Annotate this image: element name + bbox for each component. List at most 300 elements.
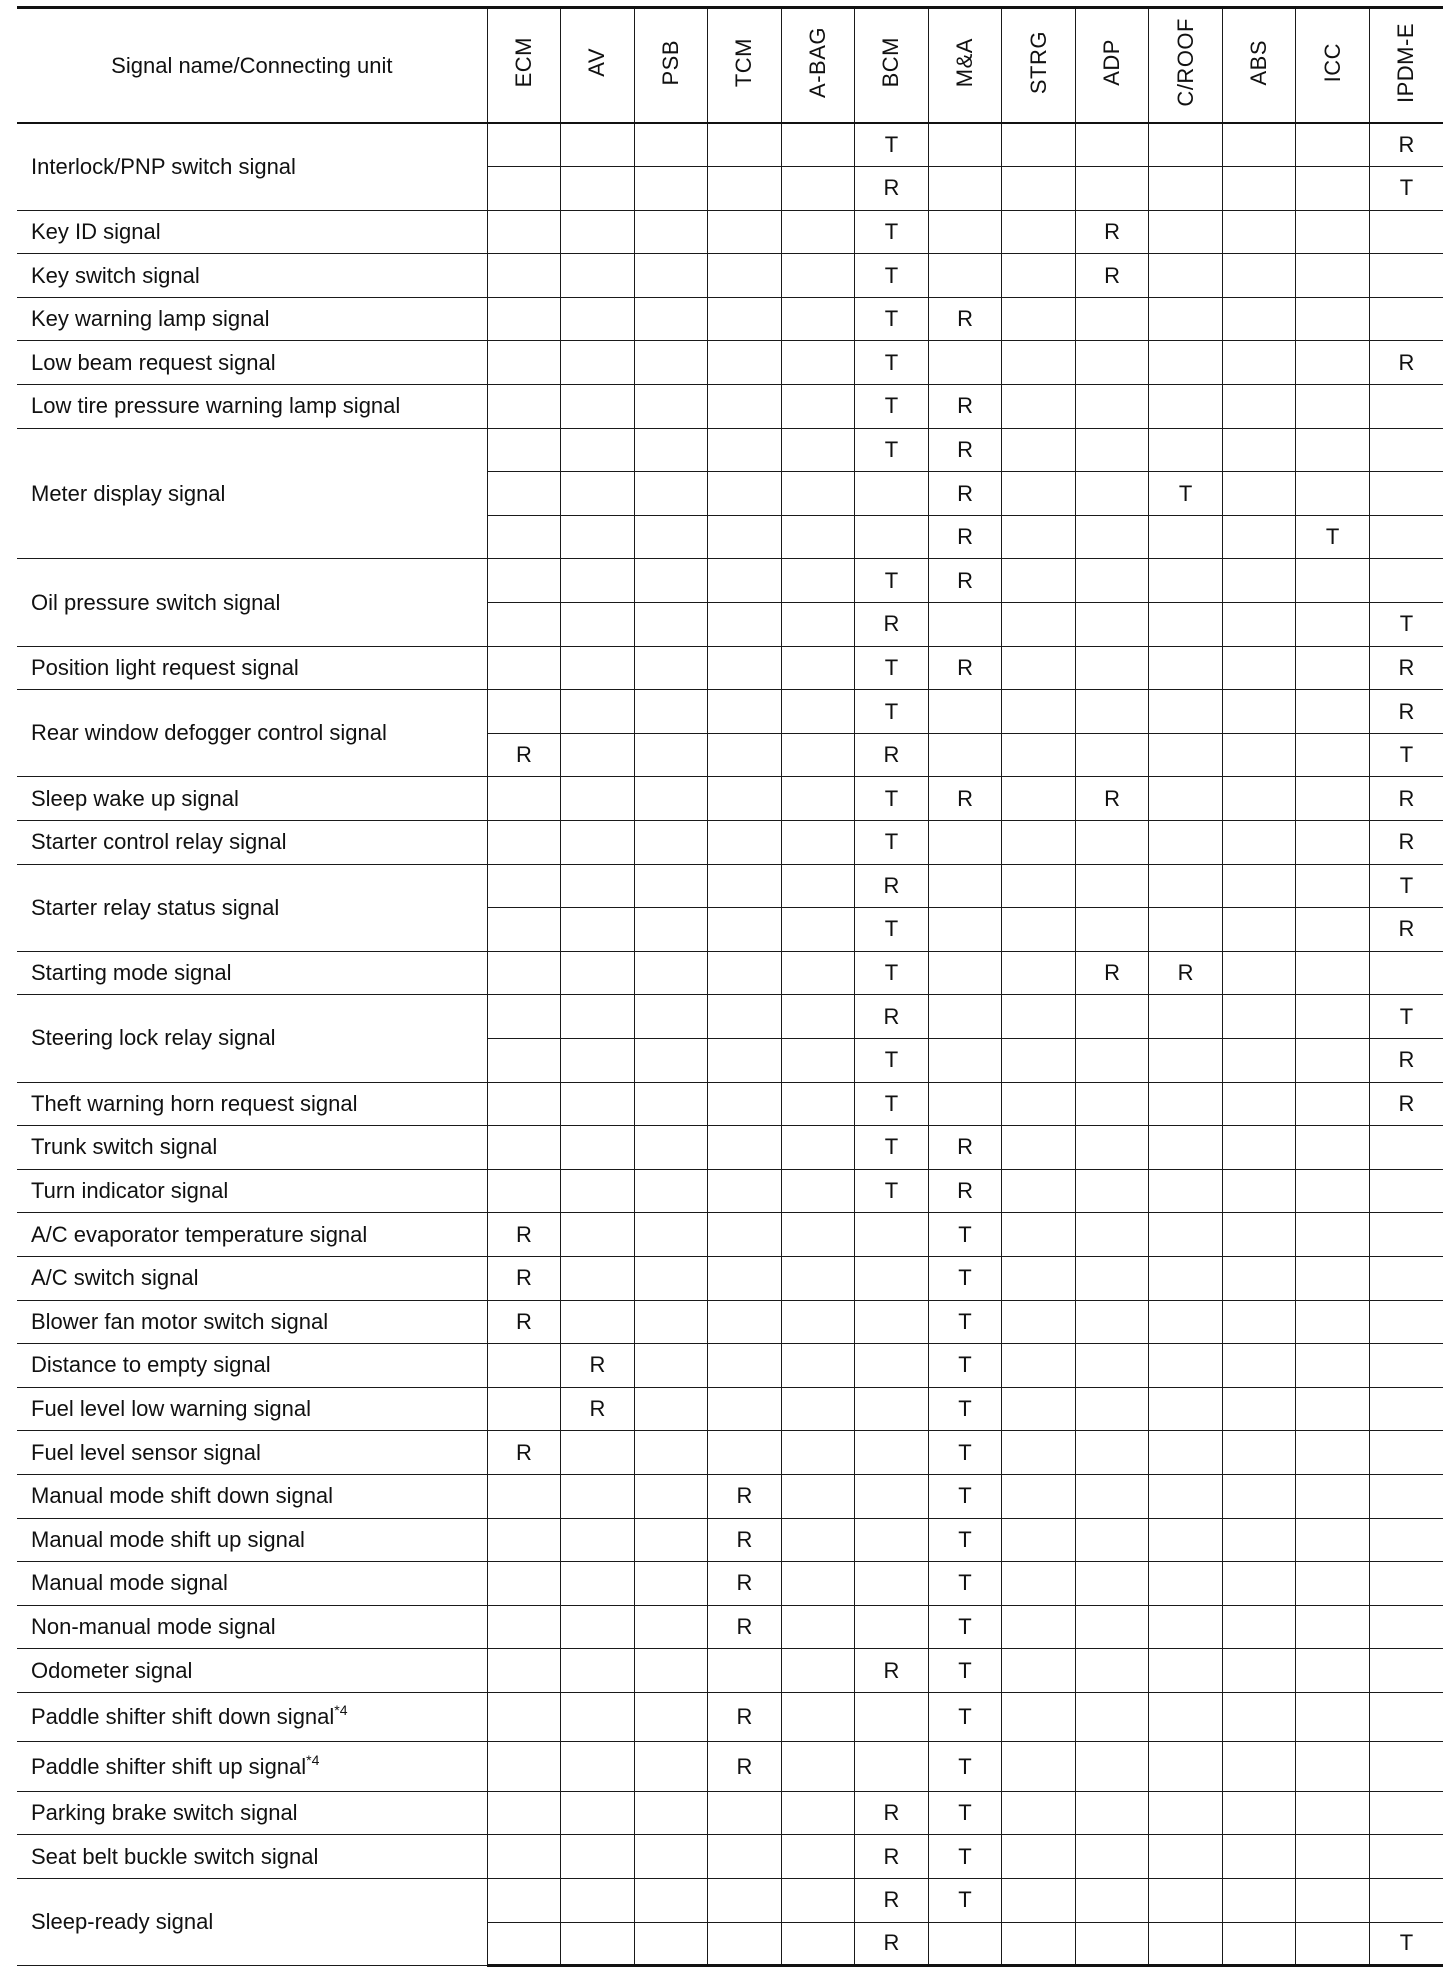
cell-ecm [487,1169,561,1213]
cell-tcm [708,1791,782,1835]
signal-name-cell [17,1791,487,1835]
cell-m-a [928,1038,1002,1082]
cell-psb [634,1213,708,1257]
cell-bcm: T [855,646,929,690]
cell-psb [634,1742,708,1792]
unit-header-label: PSB [657,39,683,86]
cell-ecm [487,254,561,298]
cell-c-roof [1149,995,1223,1039]
signal-name-cell [17,385,487,429]
unit-header-label: IPDM-E [1393,22,1419,103]
cell-psb [634,1791,708,1835]
cell-av [561,603,635,647]
cell-ipdm-e [1369,1649,1443,1693]
cell-m-a [928,951,1002,995]
signal-name-cell [17,777,487,821]
cell-strg [1002,559,1076,603]
signal-name-cell [17,1300,487,1344]
cell-icc [1296,646,1370,690]
signal-name: A/C switch signal [31,1265,199,1291]
cell-ecm [487,428,561,472]
cell-abs [1222,1213,1296,1257]
cell-a-bag [781,1742,855,1792]
cell-m-a: R [928,777,1002,821]
cell-tcm [708,1082,782,1126]
cell-ecm [487,1692,561,1742]
cell-ipdm-e [1369,1256,1443,1300]
signal-name: Odometer signal [31,1657,193,1683]
cell-av [561,1742,635,1792]
cell-adp: R [1075,254,1149,298]
cell-ipdm-e [1369,1605,1443,1649]
cell-strg [1002,1126,1076,1170]
cell-bcm: T [855,254,929,298]
cell-m-a: R [928,1169,1002,1213]
cell-tcm [708,385,782,429]
cell-m-a [928,1922,1002,1966]
cell-adp [1075,385,1149,429]
cell-tcm [708,210,782,254]
cell-abs [1222,1300,1296,1344]
cell-psb [634,1474,708,1518]
cell-abs [1222,1835,1296,1879]
cell-adp [1075,733,1149,777]
cell-ecm [487,908,561,952]
cell-strg [1002,1879,1076,1923]
cell-strg [1002,167,1076,211]
cell-ecm [487,167,561,211]
cell-m-a [928,210,1002,254]
cell-icc [1296,297,1370,341]
cell-bcm [855,1213,929,1257]
signal-name-cell [17,1518,487,1562]
cell-abs [1222,864,1296,908]
cell-abs [1222,1922,1296,1966]
cell-strg [1002,1213,1076,1257]
cell-tcm [708,951,782,995]
unit-header-m-a [928,8,1002,124]
cell-bcm: T [855,297,929,341]
cell-a-bag [781,210,855,254]
cell-icc [1296,908,1370,952]
cell-abs [1222,1605,1296,1649]
cell-icc [1296,1387,1370,1431]
cell-abs [1222,1791,1296,1835]
cell-strg [1002,428,1076,472]
cell-strg [1002,864,1076,908]
cell-m-a: T [928,1344,1002,1388]
signal-name: Distance to empty signal [31,1352,271,1378]
table-row [17,1879,1443,1923]
cell-ecm [487,864,561,908]
table-body [17,123,1443,1966]
cell-adp [1075,603,1149,647]
cell-a-bag [781,777,855,821]
cell-adp [1075,1213,1149,1257]
cell-ecm: R [487,1300,561,1344]
cell-tcm: R [708,1518,782,1562]
signal-name: Manual mode shift up signal [31,1526,305,1552]
cell-abs [1222,1038,1296,1082]
cell-psb [634,1692,708,1742]
cell-m-a: T [928,1649,1002,1693]
cell-c-roof [1149,1169,1223,1213]
table-row [17,951,1443,995]
cell-adp [1075,1649,1149,1693]
cell-c-roof [1149,690,1223,734]
cell-av [561,1082,635,1126]
cell-ipdm-e: T [1369,603,1443,647]
cell-adp: R [1075,777,1149,821]
cell-m-a [928,733,1002,777]
cell-icc [1296,603,1370,647]
cell-av [561,864,635,908]
table-row [17,1562,1443,1606]
cell-psb [634,1431,708,1475]
cell-bcm: T [855,559,929,603]
cell-ecm [487,297,561,341]
cell-m-a [928,995,1002,1039]
cell-tcm [708,428,782,472]
signal-name-cell [17,821,487,865]
cell-ipdm-e: R [1369,123,1443,167]
cell-icc [1296,1518,1370,1562]
signal-name: Manual mode signal [31,1570,228,1596]
cell-psb [634,908,708,952]
signal-name: Seat belt buckle switch signal [31,1843,319,1869]
signal-name-cell [17,864,487,951]
cell-av [561,167,635,211]
signal-name-cell [17,1126,487,1170]
cell-psb [634,515,708,559]
unit-header-label: BCM [878,37,904,88]
cell-av [561,1474,635,1518]
cell-c-roof: R [1149,951,1223,995]
signal-name: Parking brake switch signal [31,1800,298,1826]
cell-adp [1075,167,1149,211]
signal-name-cell [17,1562,487,1606]
cell-strg [1002,603,1076,647]
cell-ipdm-e [1369,428,1443,472]
cell-strg [1002,1692,1076,1742]
cell-bcm: T [855,428,929,472]
cell-av [561,254,635,298]
cell-ipdm-e [1369,1835,1443,1879]
cell-strg [1002,472,1076,516]
cell-psb [634,733,708,777]
cell-adp [1075,821,1149,865]
signal-name: Fuel level low warning signal [31,1396,312,1422]
unit-header-a-bag [781,8,855,124]
cell-a-bag [781,646,855,690]
cell-ipdm-e: R [1369,341,1443,385]
cell-c-roof [1149,646,1223,690]
cell-psb [634,472,708,516]
cell-ecm [487,1835,561,1879]
signal-name: Low tire pressure warning lamp signal [31,393,401,419]
cell-psb [634,1649,708,1693]
cell-psb [634,428,708,472]
cell-ipdm-e: R [1369,646,1443,690]
cell-a-bag [781,951,855,995]
cell-m-a: T [928,1742,1002,1792]
cell-tcm [708,515,782,559]
signal-name-cell [17,341,487,385]
cell-ecm [487,1082,561,1126]
cell-av [561,472,635,516]
signal-name-cell [17,995,487,1082]
cell-c-roof [1149,1879,1223,1923]
cell-c-roof: T [1149,472,1223,516]
cell-bcm [855,1431,929,1475]
cell-icc [1296,385,1370,429]
cell-icc: T [1296,515,1370,559]
cell-abs [1222,167,1296,211]
cell-tcm [708,1344,782,1388]
cell-strg [1002,1344,1076,1388]
cell-adp [1075,1126,1149,1170]
unit-header-ecm [487,8,561,124]
cell-a-bag [781,1692,855,1742]
signal-name-cell [17,1431,487,1475]
signal-name-cell [17,1835,487,1879]
cell-ecm [487,821,561,865]
cell-strg [1002,1922,1076,1966]
cell-ecm [487,690,561,734]
cell-psb [634,821,708,865]
cell-strg [1002,646,1076,690]
cell-strg [1002,210,1076,254]
cell-psb [634,1922,708,1966]
cell-icc [1296,210,1370,254]
cell-abs [1222,1474,1296,1518]
table-row [17,1605,1443,1649]
cell-ecm [487,385,561,429]
cell-ecm [487,995,561,1039]
cell-abs [1222,472,1296,516]
cell-bcm: T [855,777,929,821]
cell-ipdm-e [1369,1300,1443,1344]
cell-bcm: R [855,167,929,211]
cell-strg [1002,515,1076,559]
cell-ecm [487,1922,561,1966]
cell-strg [1002,821,1076,865]
cell-icc [1296,1038,1370,1082]
cell-m-a [928,821,1002,865]
cell-m-a: T [928,1605,1002,1649]
cell-tcm [708,821,782,865]
cell-ipdm-e [1369,254,1443,298]
signal-name: Steering lock relay signal [31,1025,276,1051]
cell-ipdm-e: R [1369,908,1443,952]
cell-bcm [855,1605,929,1649]
unit-header-av [561,8,635,124]
signal-name-cell [17,1474,487,1518]
cell-adp [1075,1742,1149,1792]
cell-adp [1075,123,1149,167]
cell-ipdm-e [1369,1562,1443,1606]
table-row [17,341,1443,385]
unit-header-strg [1002,8,1076,124]
cell-bcm [855,1562,929,1606]
cell-tcm [708,1126,782,1170]
cell-av [561,385,635,429]
cell-abs [1222,1649,1296,1693]
signal-name-cell [17,1649,487,1693]
cell-ecm [487,777,561,821]
cell-av [561,1169,635,1213]
signal-name: Non-manual mode signal [31,1613,276,1639]
cell-ipdm-e [1369,1431,1443,1475]
cell-av [561,341,635,385]
signal-name-cell [17,1387,487,1431]
cell-adp [1075,1256,1149,1300]
table-row [17,559,1443,603]
table-row [17,1344,1443,1388]
table-row [17,1169,1443,1213]
signal-name: Interlock/PNP switch signal [31,153,296,179]
cell-a-bag [781,1518,855,1562]
signal-name-cell [17,1256,487,1300]
cell-bcm: R [855,995,929,1039]
unit-header-label: ADP [1099,39,1125,86]
unit-header-label: ICC [1319,42,1345,83]
cell-icc [1296,1256,1370,1300]
unit-header-tcm [708,8,782,124]
cell-tcm: R [708,1692,782,1742]
cell-abs [1222,297,1296,341]
table-row [17,254,1443,298]
cell-tcm [708,1835,782,1879]
cell-ipdm-e [1369,1213,1443,1257]
signal-name: Theft warning horn request signal [31,1090,358,1116]
cell-adp [1075,1082,1149,1126]
cell-adp [1075,1431,1149,1475]
cell-av [561,1431,635,1475]
cell-tcm [708,1387,782,1431]
cell-c-roof [1149,297,1223,341]
cell-ipdm-e [1369,559,1443,603]
cell-psb [634,1562,708,1606]
cell-c-roof [1149,864,1223,908]
cell-ecm [487,1605,561,1649]
cell-adp [1075,864,1149,908]
cell-a-bag [781,1431,855,1475]
cell-ecm [487,515,561,559]
cell-bcm [855,1518,929,1562]
cell-tcm: R [708,1562,782,1606]
table-row [17,864,1443,908]
cell-adp [1075,995,1149,1039]
cell-av [561,1879,635,1923]
cell-strg [1002,733,1076,777]
table-row [17,1649,1443,1693]
cell-ecm [487,559,561,603]
cell-ecm [487,603,561,647]
cell-a-bag [781,995,855,1039]
cell-av [561,297,635,341]
cell-ipdm-e: R [1369,821,1443,865]
cell-ecm [487,1879,561,1923]
cell-bcm: R [855,864,929,908]
cell-a-bag [781,864,855,908]
cell-m-a: T [928,1791,1002,1835]
cell-adp [1075,341,1149,385]
cell-adp [1075,646,1149,690]
cell-bcm [855,1300,929,1344]
cell-psb [634,1256,708,1300]
cell-adp: R [1075,210,1149,254]
cell-a-bag [781,1562,855,1606]
cell-c-roof [1149,1344,1223,1388]
cell-a-bag [781,1879,855,1923]
cell-abs [1222,951,1296,995]
cell-tcm [708,472,782,516]
cell-m-a: T [928,1518,1002,1562]
cell-av [561,821,635,865]
signal-name: Starting mode signal [31,960,232,986]
cell-psb [634,1879,708,1923]
cell-ipdm-e [1369,1126,1443,1170]
cell-icc [1296,1431,1370,1475]
cell-icc [1296,821,1370,865]
cell-c-roof [1149,1518,1223,1562]
cell-ecm [487,1562,561,1606]
signal-name: Blower fan motor switch signal [31,1308,329,1334]
cell-psb [634,1300,708,1344]
cell-ipdm-e [1369,1474,1443,1518]
cell-ipdm-e: T [1369,1922,1443,1966]
cell-strg [1002,1649,1076,1693]
cell-tcm [708,690,782,734]
cell-c-roof [1149,733,1223,777]
cell-m-a: R [928,428,1002,472]
cell-m-a: T [928,1835,1002,1879]
unit-header-psb [634,8,708,124]
cell-a-bag [781,515,855,559]
cell-c-roof [1149,167,1223,211]
cell-psb [634,690,708,734]
cell-a-bag [781,1791,855,1835]
cell-c-roof [1149,1562,1223,1606]
unit-header-label: AV [584,48,610,77]
cell-ecm [487,1387,561,1431]
unit-header-bcm [855,8,929,124]
cell-av [561,995,635,1039]
unit-header-ipdm-e [1369,8,1443,124]
cell-av [561,428,635,472]
cell-icc [1296,1922,1370,1966]
cell-icc [1296,690,1370,734]
unit-header-label: C/ROOF [1172,18,1198,107]
table-row [17,1474,1443,1518]
cell-c-roof [1149,1692,1223,1742]
signal-name: Key ID signal [31,218,161,244]
cell-strg [1002,1431,1076,1475]
signal-name: Paddle shifter shift up signal [31,1753,307,1779]
cell-ipdm-e [1369,1791,1443,1835]
cell-m-a: R [928,385,1002,429]
cell-bcm: T [855,1038,929,1082]
signal-name-cell [17,559,487,646]
cell-ecm [487,472,561,516]
cell-c-roof [1149,1300,1223,1344]
cell-strg [1002,995,1076,1039]
cell-psb [634,254,708,298]
cell-abs [1222,559,1296,603]
cell-c-roof [1149,123,1223,167]
cell-abs [1222,646,1296,690]
